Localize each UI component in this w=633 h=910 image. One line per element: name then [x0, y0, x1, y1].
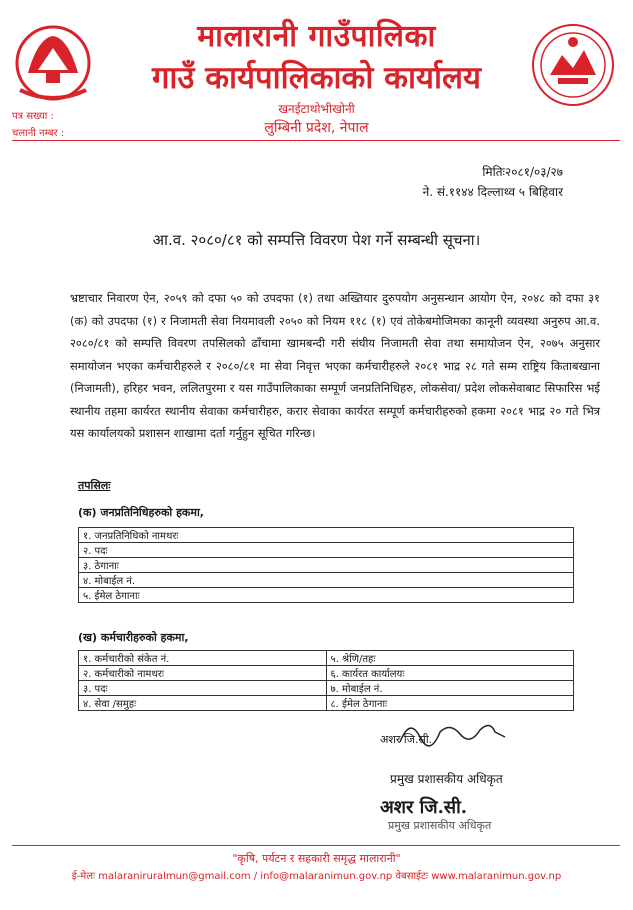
- footer-slogan: "कृषि, पर्यटन र सहकारी समृद्ध मालारानी": [232, 852, 401, 865]
- notice-subject: आ.व. २०८०/८१ को सम्पत्ति विवरण पेश गर्ने सम्बन्धी सूचना।: [152, 231, 481, 249]
- letter-date: मितिः२०८१/०३/२७: [482, 165, 563, 179]
- table-cell: २. पदः: [79, 543, 574, 558]
- nepal-sambat-date: ने. सं.११४४ दिल्लाथ्व ५ बिहिवार: [422, 185, 563, 199]
- office-title-line3: खनईटाथोभीखोनी: [278, 102, 355, 116]
- table-cell: ७. मोबाईल नं.: [326, 681, 574, 696]
- footer-divider: [12, 845, 620, 846]
- notice-body: भ्रष्टाचार निवारण ऐन, २०५९ को दफा ५० को उपदफा (१) तथा अख्तियार दुरुपयोग अनुसन्धान आयोग ऐन, २०४८ को दफा ३१ (क) को उपदफा (१) र निजामती सेवा नियमावली २०५० को नियम ११८ (१) एवं तोकेबमोजिमका कानूनी व्यवस्था अनुरुप आ.व. २०८०/८१ को सम्पत्ति विवरण तपसिलको ढाँचामा खामबन्दी गरी संघीय निजामती सेवा तथा समायोजन ऐन, २०७५ अनुसार समायोजन भएका कर्मचारीहरुले र २०८०/८१ मा सेवा निवृत्त भएका कर्मचारीहरुले २०८१ भाद्र २८ गते सम्म राष्ट्रिय किताबखाना (निजामती), हरिहर भवन, ललितपुरमा र यस गाउँपालिकाका सम्पूर्ण जनप्रतिनिधिहरु, लोकसेवा/ प्रदेश लोकसेवाबाट सिफारिस भई स्थानीय तहमा कार्यरत स्थानीय सेवाका कर्मचारीहरु, करार सेवाका कार्यरत सम्पूर्ण कर्मचारीहरुको हकमा २०८१ भाद्र २० गते भित्र यस कार्यालयको प्रशासन शाखामा दर्ता गर्नुहुन सूचित गरिन्छ।: [70, 291, 600, 440]
- table-cell: ६. कार्यरत कार्यालयः: [326, 666, 574, 681]
- table-row: [79, 681, 574, 696]
- table-cell: ३. पदः: [79, 681, 327, 696]
- header-divider: [12, 140, 620, 141]
- table-row: [79, 558, 574, 573]
- section-a-heading: (क) जनप्रतिनिधिहरुको हकमा,: [78, 506, 204, 519]
- table-row: [79, 651, 574, 666]
- office-title-line1: मालारानी गाउँपालिका: [197, 19, 436, 54]
- signatory-stamp-title: प्रमुख प्रशासकीय अधिकृत: [388, 819, 492, 832]
- dispatch-no-label: चलानी नम्बर :: [12, 128, 65, 139]
- table-row: [79, 588, 574, 603]
- section-b-heading: (ख) कर्मचारीहरुको हकमा,: [78, 631, 189, 644]
- table-row: [79, 528, 574, 543]
- letter-no-label: पत्र सख्या :: [12, 111, 54, 122]
- table-cell: ५. ईमेल ठेगानाः: [79, 588, 574, 603]
- province-label: लुम्बिनी प्रदेश, नेपाल: [264, 120, 369, 136]
- employees-table: [78, 650, 574, 711]
- tapsil-label: तपसिलः: [78, 479, 111, 492]
- representatives-table: [78, 527, 574, 603]
- signatory-handwritten-name: अशर जि.सी.: [380, 733, 433, 746]
- footer-contacts: ई-मेलः malaraniruralmun@gmail.com / info@malaranimun.gov.np वेबसाईटः www.malaranimun.gov.np: [71, 871, 562, 882]
- signatory-stamp-name: अशर जि.सी.: [380, 797, 468, 818]
- table-cell: ८. ईमेल ठेगानाः: [326, 696, 574, 711]
- signatory-title: प्रमुख प्रशासकीय अधिकृत: [390, 772, 503, 786]
- table-cell: १. कर्मचारीको संकेत नं.: [79, 651, 327, 666]
- table-row: [79, 696, 574, 711]
- table-cell: ४. मोबाईल नं.: [79, 573, 574, 588]
- office-title-line2: गाउँ कार्यपालिकाको कार्यालय: [151, 60, 482, 96]
- table-cell: ४. सेवा /समुहः: [79, 696, 327, 711]
- table-row: [79, 543, 574, 558]
- table-cell: १. जनप्रतिनिधिको नामथरः: [79, 528, 574, 543]
- table-row: [79, 666, 574, 681]
- table-cell: २. कर्मचारीको नामथरः: [79, 666, 327, 681]
- table-row: [79, 573, 574, 588]
- table-cell: ५. श्रेणि/तहः: [326, 651, 574, 666]
- table-cell: ३. ठेगानाः: [79, 558, 574, 573]
